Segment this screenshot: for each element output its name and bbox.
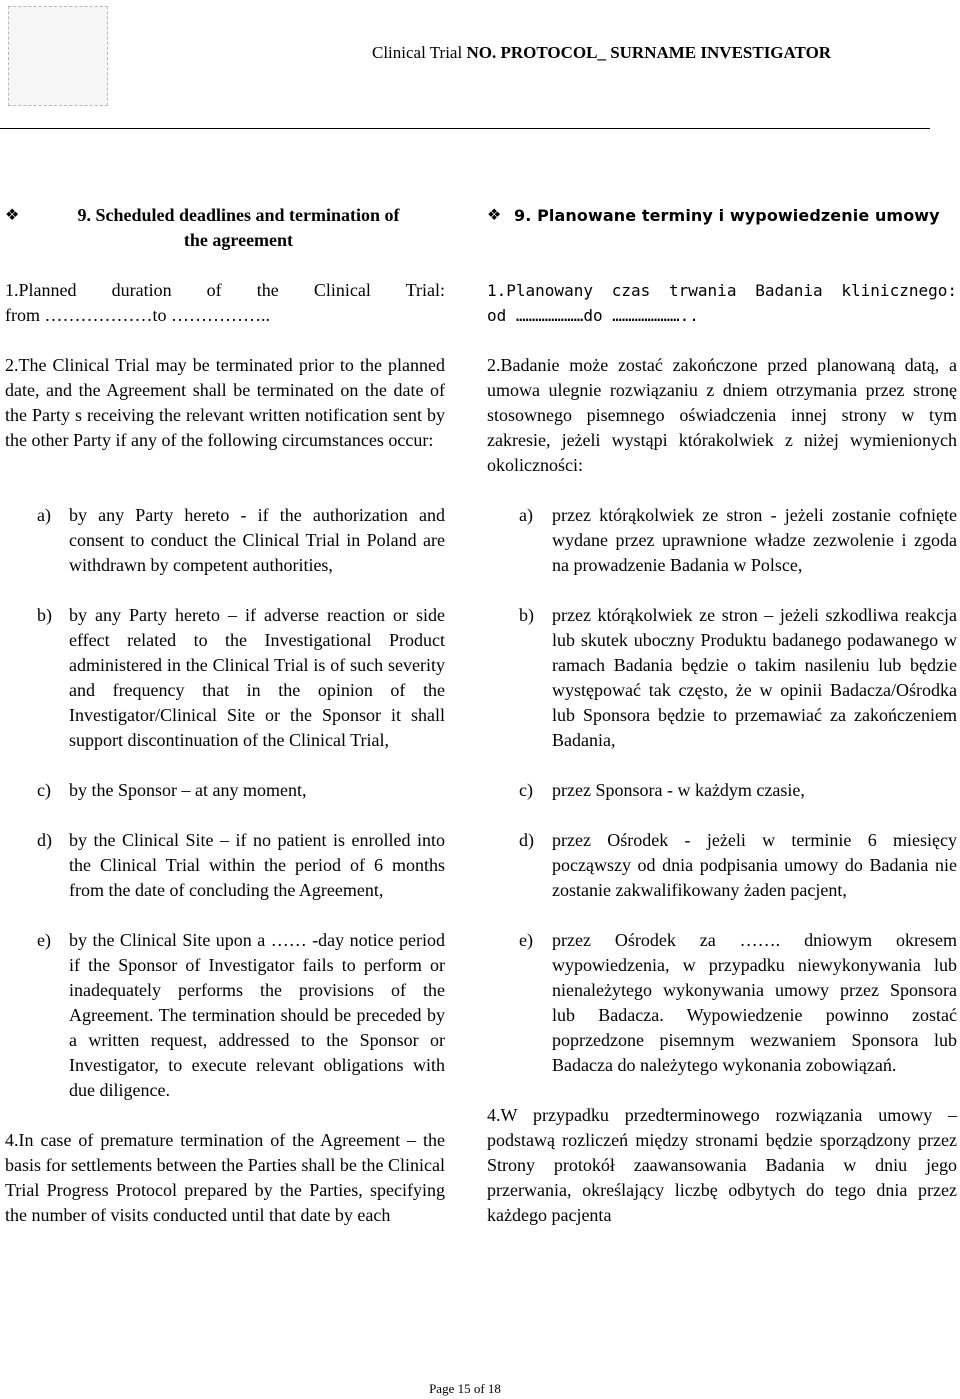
list-marker: e)	[37, 930, 51, 950]
list-marker: d)	[37, 830, 52, 850]
list-item	[487, 778, 957, 803]
english-heading-line2: the agreement	[183, 230, 294, 250]
list-marker: c)	[519, 780, 533, 800]
header-divider	[0, 128, 930, 129]
polish-heading-text: 9. Planowane terminy i wypowiedzenie umowy	[514, 206, 940, 225]
polish-column	[487, 203, 957, 1228]
list-item-text: by the Sponsor – at any moment,	[69, 780, 307, 800]
polish-settlement-paragraph: 4.W przypadku przedterminowego rozwiązania umowy – podstawą rozliczeń między stronami będzie sporządzony przez Strony protokół zaawansowania Badania w dniu jego przerwania, określający liczbę odbytych do tego dnia przez każdego pacjenta	[487, 1105, 957, 1225]
list-item-text: przez którąkolwiek ze stron – jeżeli szkodliwa reakcja lub skutek uboczny Produktu badanego podawanego w ramach Badania będzie o takim nasileniu lub będzie występować tak często, że w opinii Badacza/Ośrodka lub Sponsora będzie to przemawiać za zakończeniem Badania,	[552, 605, 957, 750]
logo-placeholder	[8, 6, 108, 106]
document-header	[372, 42, 872, 64]
polish-duration-line2: od …………………do …………………..	[487, 306, 699, 325]
list-item-text: przez Sponsora - w każdym czasie,	[552, 780, 805, 800]
header-title-protocol: NO. PROTOCOL_ SURNAME INVESTIGATOR	[466, 43, 832, 62]
diamond-bullet-icon: ❖	[487, 207, 502, 224]
list-item	[487, 503, 957, 578]
list-item	[487, 928, 957, 1078]
list-item	[5, 928, 445, 1103]
list-item-text: by the Clinical Site – if no patient is enrolled into the Clinical Trial within the period of 6 months from the date of concluding the Agreement,	[69, 830, 445, 900]
list-marker: a)	[37, 505, 51, 525]
list-item	[487, 828, 957, 903]
list-item	[5, 603, 445, 753]
english-duration-line1: 1.Planned duration of the Clinical Trial:	[5, 280, 445, 300]
list-item-text: przez Ośrodek - jeżeli w terminie 6 miesięcy począwszy od dnia podpisania umowy do Badania nie zostanie zakwalifikowany żaden pacjent,	[552, 830, 957, 900]
list-item	[5, 828, 445, 903]
list-item	[487, 603, 957, 753]
english-settlement-paragraph: 4.In case of premature termination of the Agreement – the basis for settlements between the Parties shall be the Clinical Trial Progress Protocol prepared by the Parties, specifying the number of visits conducted until that date by each	[5, 1130, 445, 1225]
page-number: Page 15 of 18	[429, 1381, 501, 1396]
list-marker: b)	[37, 605, 52, 625]
english-heading-line1: 9. Scheduled deadlines and termination of	[77, 205, 400, 225]
list-marker: b)	[519, 605, 534, 625]
list-item-text: przez Ośrodek za ……. dniowym okresem wypowiedzenia, w przypadku niewykonywania lub nienależytego wykonywania umowy przez Sponsora lub Badacza. Wypowiedzenie powinno zostać poprzedzone pisemnym wezwaniem Sponsora lub Badacza do należytego wykonania zobowiązań.	[552, 930, 957, 1075]
list-item	[5, 778, 445, 803]
english-column	[5, 203, 445, 1228]
list-marker: d)	[519, 830, 534, 850]
english-termination-paragraph: 2.The Clinical Trial may be terminated prior to the planned date, and the Agreement shall be terminated on the date of the Party s receiving the relevant written notification sent by the other Party if any of the following circumstances occur:	[5, 355, 445, 450]
english-section-heading	[5, 203, 445, 253]
list-item	[5, 503, 445, 578]
list-item-text: przez którąkolwiek ze stron - jeżeli zostanie cofnięte wydane przez uprawnione władze zezwolenie i zgoda na prowadzenie Badania w Polsce,	[552, 505, 957, 575]
english-duration-line2: from ………………to ……………..	[5, 305, 270, 325]
list-marker: a)	[519, 505, 533, 525]
list-item-text: by any Party hereto – if adverse reaction or side effect related to the Investigational Product administered in the Clinical Trial is of such severity and frequency that in the opinion of the Investigator/Clinical Site or the Sponsor it shall support discontinuation of the Clinical Trial,	[69, 605, 445, 750]
list-marker: e)	[519, 930, 533, 950]
polish-duration-line1: 1.Planowany czas trwania Badania klinicznego:	[487, 281, 957, 300]
header-title-prefix: Clinical Trial	[372, 43, 467, 62]
list-item-text: by the Clinical Site upon a …… -day notice period if the Sponsor of Investigator fails to perform or inadequately performs the provisions of the Agreement. The termination should be preceded by a written request, addressed to the Sponsor or Investigator, to execute relevant obligations with due diligence.	[69, 930, 445, 1100]
polish-section-heading	[487, 203, 957, 228]
list-marker: c)	[37, 780, 51, 800]
list-item-text: by any Party hereto - if the authorization and consent to conduct the Clinical Trial in Poland are withdrawn by competent authorities,	[69, 505, 445, 575]
polish-termination-paragraph: 2.Badanie może zostać zakończone przed planowaną datą, a umowa ulegnie rozwiązaniu z dniem otrzymania przez stronę stosownego pisemnego oświadczenia innej strony w tym zakresie, jeżeli wystąpi którakolwiek z niżej wymienionych okoliczności:	[487, 355, 957, 475]
diamond-bullet-icon: ❖	[5, 207, 20, 224]
